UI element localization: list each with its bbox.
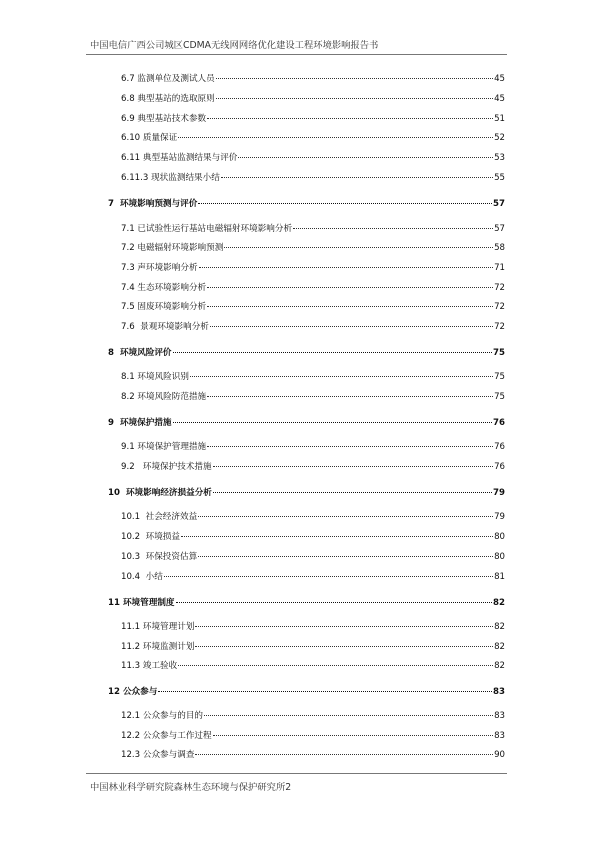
toc-entry-title: 7.1 已试验性运行基站电磁辐射环境影响分析 — [121, 224, 293, 234]
toc-dot-leader — [195, 626, 493, 627]
toc-page-number: 51 — [494, 114, 505, 124]
toc-dot-leader — [195, 646, 493, 647]
toc-page-number: 72 — [494, 322, 505, 332]
toc-entry-title: 12 公众参与 — [108, 687, 158, 697]
toc-section-entry[interactable] — [121, 570, 505, 584]
toc-dot-leader — [216, 78, 493, 79]
toc-entry-title: 9.1 环境保护管理措施 — [121, 442, 207, 452]
page-footer: 中国林业科学研究院森林生态环境与保护研究所2 — [90, 782, 292, 793]
toc-entry-title: 10.3 环保投资估算 — [121, 552, 198, 562]
toc-page-number: 57 — [494, 224, 505, 234]
toc-entry-title: 11.1 环境管理计划 — [121, 622, 195, 632]
toc-page-number: 80 — [494, 552, 505, 562]
toc-page-number: 75 — [493, 348, 505, 358]
toc-section-entry[interactable] — [121, 131, 505, 145]
toc-dot-leader — [173, 422, 493, 423]
toc-dot-leader — [198, 516, 493, 517]
toc-section-entry[interactable] — [121, 620, 505, 634]
toc-section-entry[interactable] — [121, 530, 505, 544]
toc-entry-title: 7.3 声环境影响分析 — [121, 263, 198, 273]
toc-section-entry[interactable] — [121, 112, 505, 126]
toc-page-number: 79 — [493, 488, 505, 498]
toc-section-entry[interactable] — [121, 748, 505, 762]
toc-entry-title: 11 环境管理制度 — [108, 598, 175, 608]
toc-entry-title: 10.2 环境损益 — [121, 532, 180, 542]
toc-entry-title: 12.3 公众参与调查 — [121, 750, 195, 760]
toc-dot-leader — [164, 576, 493, 577]
toc-dot-leader — [178, 137, 493, 138]
toc-page-number: 52 — [494, 133, 505, 143]
toc-dot-leader — [198, 556, 493, 557]
toc-page-number: 76 — [493, 418, 505, 428]
toc-chapter-entry[interactable] — [108, 416, 505, 430]
toc-section-entry[interactable] — [121, 460, 505, 474]
toc-entry-title: 7.4 生态环境影响分析 — [121, 283, 207, 293]
toc-entry-title: 7 环境影响预测与评价 — [108, 199, 198, 209]
toc-page-number: 76 — [494, 442, 505, 452]
toc-dot-leader — [158, 691, 492, 692]
toc-page-number: 80 — [494, 532, 505, 542]
toc-entry-title: 6.11 典型基站监测结果与评价 — [121, 153, 238, 163]
toc-dot-leader — [238, 157, 493, 158]
toc-section-entry[interactable] — [121, 222, 505, 236]
toc-dot-leader — [210, 326, 493, 327]
toc-page-number: 82 — [493, 598, 505, 608]
toc-entry-title: 11.2 环境监测计划 — [121, 642, 195, 652]
toc-dot-leader — [293, 228, 493, 229]
toc-section-entry[interactable] — [121, 92, 505, 106]
toc-page-number: 79 — [494, 512, 505, 522]
toc-dot-leader — [199, 267, 494, 268]
toc-section-entry[interactable] — [121, 72, 505, 86]
toc-dot-leader — [207, 118, 493, 119]
toc-dot-leader — [213, 735, 493, 736]
toc-entry-title: 6.11.3 现状监测结果小结 — [121, 173, 220, 183]
toc-section-entry[interactable] — [121, 320, 505, 334]
toc-section-entry[interactable] — [121, 370, 505, 384]
toc-section-entry[interactable] — [121, 151, 505, 165]
toc-entry-title: 10.4 小结 — [121, 572, 163, 582]
toc-dot-leader — [207, 446, 493, 447]
toc-dot-leader — [213, 466, 493, 467]
toc-entry-title: 9.2 环境保护技术措施 — [121, 462, 212, 472]
toc-chapter-entry[interactable] — [108, 596, 505, 610]
toc-page-number: 81 — [494, 572, 505, 582]
toc-section-entry[interactable] — [121, 729, 505, 743]
toc-chapter-entry[interactable] — [108, 685, 505, 699]
toc-page-number: 72 — [494, 283, 505, 293]
toc-page-number: 75 — [494, 392, 505, 402]
toc-page-number: 55 — [494, 173, 505, 183]
toc-dot-leader — [181, 536, 493, 537]
toc-entry-title: 11.3 竣工验收 — [121, 661, 178, 671]
toc-entry-title: 7.5 固废环境影响分析 — [121, 302, 207, 312]
toc-entry-title: 6.9 典型基站技术参数 — [121, 114, 207, 124]
toc-section-entry[interactable] — [121, 390, 505, 404]
toc-section-entry[interactable] — [121, 550, 505, 564]
toc-page-number: 76 — [494, 462, 505, 472]
toc-chapter-entry[interactable] — [108, 346, 505, 360]
toc-dot-leader — [224, 247, 493, 248]
toc-entry-title: 10.1 社会经济效益 — [121, 512, 198, 522]
page-header: 中国电信广西公司城区CDMA无线网网络优化建设工程环境影响报告书 — [90, 40, 379, 51]
toc-entry-title: 12.2 公众参与工作过程 — [121, 731, 212, 741]
toc-entry-title: 9 环境保护措施 — [108, 418, 172, 428]
toc-section-entry[interactable] — [121, 300, 505, 314]
toc-page-number: 82 — [494, 642, 505, 652]
toc-section-entry[interactable] — [121, 659, 505, 673]
toc-dot-leader — [195, 754, 493, 755]
toc-entry-title: 6.7 监测单位及测试人员 — [121, 74, 215, 84]
toc-page-number: 83 — [493, 687, 505, 697]
toc-dot-leader — [216, 98, 493, 99]
toc-entry-title: 7.2 电磁辐射环境影响预测 — [121, 243, 224, 253]
toc-entry-title: 8 环境风险评价 — [108, 348, 172, 358]
toc-section-entry[interactable] — [121, 281, 505, 295]
toc-dot-leader — [213, 492, 492, 493]
toc-entry-title: 8.1 环境风险识别 — [121, 372, 189, 382]
toc-entry-title: 10 环境影响经济损益分析 — [108, 488, 212, 498]
toc-page-number: 82 — [494, 661, 505, 671]
toc-dot-leader — [173, 352, 493, 353]
toc-entry-title: 12.1 公众参与的目的 — [121, 711, 204, 721]
toc-page-number: 75 — [494, 372, 505, 382]
toc-page-number: 53 — [494, 153, 505, 163]
toc-page-number: 45 — [494, 94, 505, 104]
toc-section-entry[interactable] — [121, 510, 505, 524]
toc-dot-leader — [190, 376, 493, 377]
toc-dot-leader — [207, 396, 493, 397]
toc-section-entry[interactable] — [121, 241, 505, 255]
toc-dot-leader — [178, 665, 493, 666]
toc-entry-title: 8.2 环境风险防范措施 — [121, 392, 207, 402]
toc-section-entry[interactable] — [121, 171, 505, 185]
toc-page-number: 90 — [494, 750, 505, 760]
toc-section-entry[interactable] — [121, 440, 505, 454]
toc-section-entry[interactable] — [121, 640, 505, 654]
toc-entry-title: 6.10 质量保证 — [121, 133, 178, 143]
toc-section-entry[interactable] — [121, 261, 505, 275]
toc-dot-leader — [207, 287, 493, 288]
toc-page-number: 58 — [494, 243, 505, 253]
footer-rule — [86, 773, 507, 774]
toc-entry-title: 6.8 典型基站的选取原则 — [121, 94, 215, 104]
toc-page-number: 83 — [494, 731, 505, 741]
toc-dot-leader — [198, 203, 492, 204]
toc-dot-leader — [207, 306, 493, 307]
toc-dot-leader — [221, 177, 493, 178]
toc-page-number: 45 — [494, 74, 505, 84]
toc-page-number: 83 — [494, 711, 505, 721]
toc-page-number: 72 — [494, 302, 505, 312]
toc-dot-leader — [176, 602, 493, 603]
header-rule — [86, 54, 507, 55]
toc-section-entry[interactable] — [121, 709, 505, 723]
toc-dot-leader — [204, 715, 493, 716]
toc-page-number: 82 — [494, 622, 505, 632]
toc-page-number: 71 — [494, 263, 505, 273]
toc-chapter-entry[interactable] — [108, 486, 505, 500]
toc-chapter-entry[interactable] — [108, 197, 505, 211]
toc-entry-title: 7.6 景观环境影响分析 — [121, 322, 209, 332]
toc-page-number: 57 — [493, 199, 505, 209]
